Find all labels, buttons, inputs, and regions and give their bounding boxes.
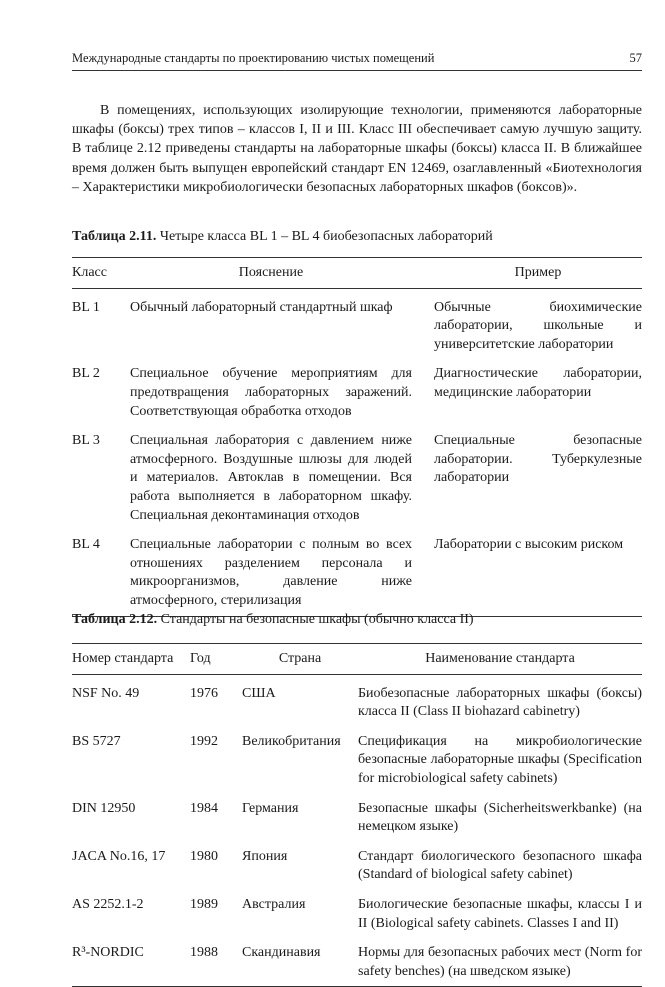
table-cell: Специальная лаборатория с давлением ниже атмосферного. Воздушные шлюзы для людей и материалов. Автоклав в помещении. Вся работа выполняется в лабораторном шкафу. Специальная деконтаминация отходов xyxy=(130,433,412,523)
table-row xyxy=(72,427,642,531)
table-row xyxy=(72,360,642,427)
table1-header-example: Пример xyxy=(434,258,642,289)
table2-header-year: Год xyxy=(190,644,242,675)
table-cell: Специальные безопасные лаборатории. Туберкулезные лаборатории xyxy=(434,433,642,486)
table-cell: R³-NORDIC xyxy=(72,939,190,987)
running-header-title: Международные стандарты по проектированию чистых помещений xyxy=(72,51,435,65)
table-cell: Безопасные шкафы (Sicherheitswerkbanke) (на немецком языке) xyxy=(358,800,642,835)
table-cell: Австралия xyxy=(242,896,306,912)
table-row xyxy=(72,288,642,360)
table1-caption-text: Четыре класса BL 1 – BL 4 биобезопасных лабораторий xyxy=(156,229,493,244)
table-cell: 1980 xyxy=(190,848,218,864)
table2-caption-label: Таблица 2.12. xyxy=(72,612,158,627)
table-cell: BL 1 xyxy=(72,299,100,315)
table-row xyxy=(72,843,642,891)
table2-caption-text: Стандарты на безопасные шкафы (обычно класса II) xyxy=(157,612,474,627)
table-cell: BL 4 xyxy=(72,531,130,616)
table-cell: Диагностические лаборатории, медицинские лаборатории xyxy=(434,366,642,400)
table-biosafety-classes xyxy=(72,257,642,617)
table-cell: Япония xyxy=(242,848,288,864)
body-paragraph: В помещениях, использующих изолирующие технологии, применяются лабораторные шкафы (боксы) трех типов – классов I, II и III. Класс III обеспечивает самую лучшую защиту. В таблице 2.12 приведены стандарты на лабораторные шкафы (боксы) класса II. В ближайшее время должен быть выпущен европейский стандарт EN 12469, озаглавленный «Биотехнология – Характеристики микробиологически безопасных лабораторных шкафов (боксов)». xyxy=(72,103,642,195)
table-cell: Германия xyxy=(242,800,299,816)
table-cell: 1988 xyxy=(190,939,242,987)
table1-caption-label: Таблица 2.11. xyxy=(72,229,157,244)
table-row xyxy=(72,674,642,728)
table-cell: США xyxy=(242,685,276,701)
table-cell: Стандарт биологического безопасного шкафа (Standard of biological safety cabinet) xyxy=(358,848,642,883)
table-cell: Скандинавия xyxy=(242,939,358,987)
table-cell: BL 3 xyxy=(72,433,100,449)
table-cell: Спецификация на микробиологические безопасные лабораторные шкафы (Specification for microbiological safety cabinets) xyxy=(358,733,642,786)
table2-caption xyxy=(72,612,474,628)
table1-header-explanation: Пояснение xyxy=(130,258,434,289)
table2-header-name: Наименование стандарта xyxy=(358,644,642,675)
table-cell: Специальные лаборатории с полным во всех отношениях разделением персонала и микроорганизмов, давление ниже атмосферного, стерилизация xyxy=(130,531,434,616)
table-row xyxy=(72,891,642,939)
table-cell: JACA No.16, 17 xyxy=(72,848,166,864)
table-cell: Лаборатории с высоким риском xyxy=(434,531,642,616)
table-row xyxy=(72,531,642,616)
table-cell: NSF No. 49 xyxy=(72,685,140,701)
table-row xyxy=(72,939,642,987)
table2-header-number: Номер стандарта xyxy=(72,644,190,675)
table-cell: BS 5727 xyxy=(72,733,121,749)
table-cell: Нормы для безопасных рабочих мест (Norm for safety benches) (на шведском языке) xyxy=(358,939,642,987)
table-safety-cabinet-standards xyxy=(72,643,642,987)
page-number: 57 xyxy=(629,51,642,65)
table-cell: Специальное обучение мероприятиям для предотвращения лабораторных заражений. Соответствующая обработка отходов xyxy=(130,366,412,419)
table-cell: Обычный лабораторный стандартный шкаф xyxy=(130,299,393,315)
table-cell: 1992 xyxy=(190,733,218,749)
table-cell: AS 2252.1-2 xyxy=(72,896,144,912)
table-cell: Обычные биохимические лаборатории, школьные и университетские лаборатории xyxy=(434,299,642,352)
table-cell: Великобритания xyxy=(242,733,341,749)
table-row xyxy=(72,728,642,795)
table-cell: 1976 xyxy=(190,685,218,701)
table-cell: DIN 12950 xyxy=(72,800,136,816)
table-cell: Биологические безопасные шкафы, классы I и II (Biological safety cabinets. Classes I and II) xyxy=(358,896,642,931)
table-cell: BL 2 xyxy=(72,366,100,382)
table2-header-country: Страна xyxy=(242,644,358,675)
running-header xyxy=(72,51,642,71)
table1-header-class: Класс xyxy=(72,258,130,289)
table-cell: 1984 xyxy=(190,800,218,816)
table-cell: Биобезопасные лабораторных шкафы (боксы) класса II (Class II biohazard cabinetry) xyxy=(358,685,642,720)
table1-caption xyxy=(72,229,493,245)
table-cell: 1989 xyxy=(190,896,218,912)
table-row xyxy=(72,795,642,843)
